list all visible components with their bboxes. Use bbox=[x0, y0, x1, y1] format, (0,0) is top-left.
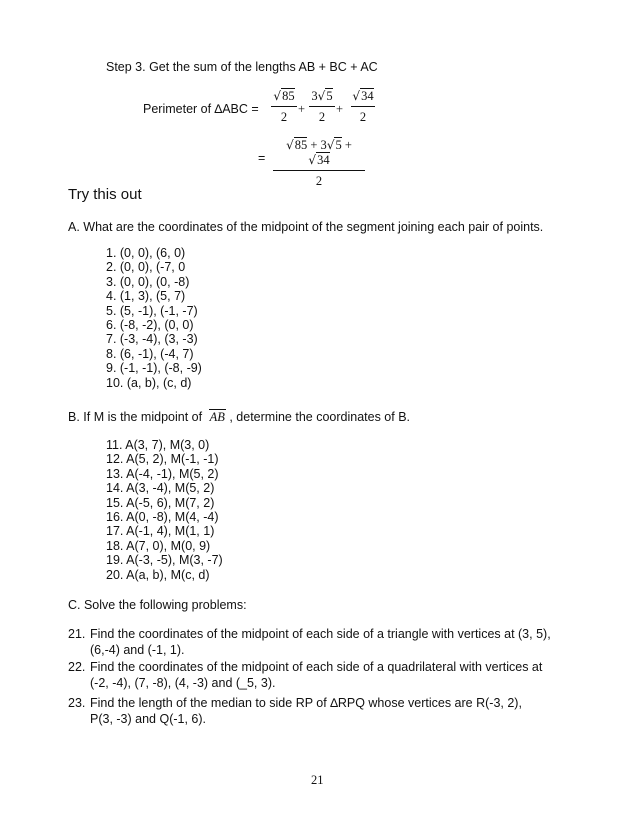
plus-sign: + bbox=[344, 138, 352, 152]
problem-text: (6,-4) and (-1, 1). bbox=[90, 643, 185, 657]
problem-22 bbox=[68, 659, 588, 691]
denominator: 2 bbox=[280, 110, 288, 124]
list-item: 15. A(-5, 6), M(7, 2) bbox=[106, 495, 215, 510]
list-item: 11. A(3, 7), M(3, 0) bbox=[106, 438, 210, 452]
list-item: 13. A(-4, -1), M(5, 2) bbox=[106, 466, 219, 481]
list-item: 9. (-1, -1), (-8, -9) bbox=[106, 361, 202, 376]
step3-text: Step 3. Get the sum of the lengths AB + BC + AC bbox=[106, 60, 378, 74]
problem-text: P(3, -3) and Q(-1, 6). bbox=[90, 712, 207, 726]
plus-sign: + bbox=[298, 102, 306, 116]
fraction-combined bbox=[273, 138, 365, 189]
sqrt-symbol: √ bbox=[317, 89, 326, 103]
list-item: 7. (-3, -4), (3, -3) bbox=[106, 332, 198, 347]
problem-number: 22. bbox=[68, 660, 86, 674]
section-b-heading bbox=[68, 410, 410, 425]
list-item: 2. (0, 0), (-7, 0 bbox=[106, 260, 186, 275]
denominator: 2 bbox=[315, 174, 323, 188]
sqrt-symbol: √ bbox=[273, 89, 282, 103]
sqrt-symbol: √ bbox=[286, 138, 294, 152]
fraction-sqrt34 bbox=[351, 89, 375, 125]
list-item: 10. (a, b), (c, d) bbox=[106, 375, 192, 390]
radicand: 5 bbox=[335, 138, 342, 152]
section-a-heading: A. What are the coordinates of the midpoint of the segment joining each pair of points. bbox=[68, 220, 544, 234]
equals-sign: = bbox=[258, 151, 266, 165]
fraction-3sqrt5 bbox=[309, 89, 335, 125]
section-c-heading: C. Solve the following problems: bbox=[68, 598, 247, 612]
section-b-heading-post: , determine the coordinates of B. bbox=[229, 410, 411, 424]
radicand: 5 bbox=[326, 89, 333, 103]
list-item: 16. A(0, -8), M(4, -4) bbox=[106, 510, 219, 525]
list-item: 19. A(-3, -5), M(3, -7) bbox=[106, 553, 223, 568]
page-number: 21 bbox=[311, 773, 324, 787]
problem-text: Find the coordinates of the midpoint of each side of a quadrilateral with vertices at bbox=[90, 660, 543, 674]
radicand: 34 bbox=[361, 89, 374, 103]
denominator: 2 bbox=[359, 110, 367, 124]
sqrt-symbol: √ bbox=[308, 153, 317, 167]
list-item: 1. (0, 0), (6, 0) bbox=[106, 246, 186, 260]
section-title: Try this out bbox=[68, 186, 142, 203]
list-item: 3. (0, 0), (0, -8) bbox=[106, 274, 190, 289]
problem-number: 23. bbox=[68, 696, 86, 710]
sqrt-symbol: √ bbox=[326, 138, 335, 152]
list-item: 6. (-8, -2), (0, 0) bbox=[106, 318, 194, 333]
radicand: 85 bbox=[294, 138, 308, 152]
section-a-list bbox=[106, 246, 202, 390]
list-item: 17. A(-1, 4), M(1, 1) bbox=[106, 524, 215, 539]
problem-text: (-2, -4), (7, -8), (4, -3) and (_5, 3). bbox=[90, 676, 276, 690]
sqrt-symbol: √ bbox=[352, 89, 361, 103]
list-item: 5. (5, -1), (-1, -7) bbox=[106, 303, 198, 318]
list-item: 8. (6, -1), (-4, 7) bbox=[106, 346, 194, 361]
list-item: 18. A(7, 0), M(0, 9) bbox=[106, 538, 211, 553]
denominator: 2 bbox=[318, 110, 326, 124]
perimeter-label: Perimeter of ∆ABC = bbox=[143, 102, 259, 116]
coefficient: 3 bbox=[311, 89, 318, 103]
radicand: 34 bbox=[317, 153, 330, 167]
plus-coefficient: + 3 bbox=[310, 138, 327, 152]
list-item: 4. (1, 3), (5, 7) bbox=[106, 289, 186, 304]
section-b-list bbox=[106, 438, 223, 582]
problem-21 bbox=[68, 626, 588, 658]
fraction-sqrt85 bbox=[271, 89, 297, 125]
problem-text: Find the coordinates of the midpoint of each side of a triangle with vertices at (3, 5), bbox=[90, 627, 551, 641]
list-item: 20. A(a, b), M(c, d) bbox=[106, 567, 210, 582]
problem-23 bbox=[68, 695, 588, 727]
list-item: 12. A(5, 2), M(-1, -1) bbox=[106, 452, 219, 467]
problem-text: Find the length of the median to side RP of ∆RPQ whose vertices are R(-3, 2), bbox=[90, 696, 522, 710]
plus-sign: + bbox=[336, 102, 344, 116]
radicand: 85 bbox=[282, 89, 295, 103]
segment-ab: AB bbox=[209, 410, 225, 424]
list-item: 14. A(3, -4), M(5, 2) bbox=[106, 481, 215, 496]
section-b-heading-pre: B. If M is the midpoint of bbox=[68, 410, 203, 424]
problem-number: 21. bbox=[68, 627, 86, 641]
